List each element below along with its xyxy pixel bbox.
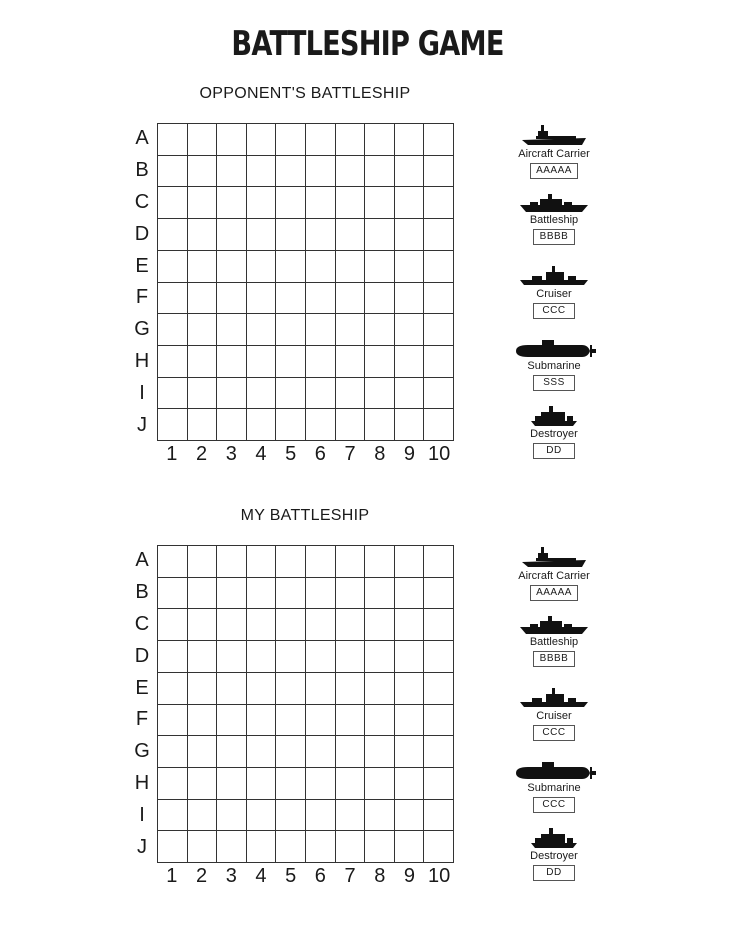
grid-cell[interactable] xyxy=(217,705,247,737)
row-label: F xyxy=(135,708,149,731)
ship-name: Cruiser xyxy=(536,288,572,300)
grid-cell[interactable] xyxy=(336,219,366,251)
grid-cell[interactable] xyxy=(336,800,366,832)
grid-cell[interactable] xyxy=(247,736,277,768)
grid-cell[interactable] xyxy=(247,378,277,410)
column-label: 6 xyxy=(314,865,326,887)
grid-cell[interactable] xyxy=(276,736,306,768)
grid-cell[interactable] xyxy=(276,705,306,737)
ship-code-box: DD xyxy=(533,443,575,459)
grid-cell[interactable] xyxy=(395,578,425,610)
grid-cell[interactable] xyxy=(424,251,454,283)
row-label: J xyxy=(137,835,147,858)
grid-cell[interactable] xyxy=(424,187,454,219)
ship-cruiser xyxy=(505,687,603,741)
grid-cell[interactable] xyxy=(336,378,366,410)
grid-cell[interactable] xyxy=(336,124,366,156)
grid-cell[interactable] xyxy=(217,314,247,346)
grid-cell[interactable] xyxy=(336,673,366,705)
grid-cell[interactable] xyxy=(217,800,247,832)
grid-cell[interactable] xyxy=(217,409,247,441)
grid-cell[interactable] xyxy=(276,578,306,610)
destroyer-icon xyxy=(505,827,603,849)
aircraft-carrier-icon xyxy=(505,123,603,147)
grid-cell[interactable] xyxy=(365,283,395,315)
grid-cell[interactable] xyxy=(424,156,454,188)
row-label: E xyxy=(135,254,149,277)
grid-cell[interactable] xyxy=(188,578,218,610)
grid-cell[interactable] xyxy=(365,546,395,578)
grid-cell[interactable] xyxy=(158,187,188,219)
ship-aircraft-carrier xyxy=(505,123,603,179)
grid-cell[interactable] xyxy=(217,768,247,800)
grid-cell[interactable] xyxy=(365,124,395,156)
grid-cell[interactable] xyxy=(158,546,188,578)
grid-cell[interactable] xyxy=(158,346,188,378)
ship-code-box: BBBB xyxy=(533,651,575,667)
column-label: 8 xyxy=(374,443,386,465)
row-label: C xyxy=(134,190,150,213)
grid-cell[interactable] xyxy=(217,831,247,863)
ship-submarine xyxy=(505,337,603,391)
ship-code-box: DD xyxy=(533,865,575,881)
submarine-icon xyxy=(505,337,603,359)
grid-cell[interactable] xyxy=(365,346,395,378)
grid-cell[interactable] xyxy=(188,283,218,315)
grid-cell[interactable] xyxy=(158,673,188,705)
grid-cell[interactable] xyxy=(395,187,425,219)
ship-code-box: CCC xyxy=(533,303,575,319)
grid-cell[interactable] xyxy=(424,314,454,346)
ship-name: Cruiser xyxy=(536,710,572,722)
grid-cell[interactable] xyxy=(276,124,306,156)
grid-cell[interactable] xyxy=(217,673,247,705)
grid-cell[interactable] xyxy=(188,378,218,410)
column-label: 9 xyxy=(403,443,416,465)
column-label: 3 xyxy=(225,443,237,465)
grid-cell[interactable] xyxy=(276,251,306,283)
grid-cell[interactable] xyxy=(395,346,425,378)
grid-cell[interactable] xyxy=(158,283,188,315)
grid-cell[interactable] xyxy=(158,251,188,283)
grid-cell[interactable] xyxy=(217,219,247,251)
row-label: D xyxy=(134,222,150,245)
grid-cell[interactable] xyxy=(247,800,277,832)
grid-cell[interactable] xyxy=(365,187,395,219)
grid-cell[interactable] xyxy=(247,673,277,705)
grid-cell[interactable] xyxy=(247,641,277,673)
grid-cell[interactable] xyxy=(217,546,247,578)
column-label: 1 xyxy=(166,443,178,465)
grid-cell[interactable] xyxy=(306,673,336,705)
board-grid xyxy=(157,123,454,441)
opponent-board xyxy=(0,85,735,485)
grid-cell[interactable] xyxy=(158,736,188,768)
grid-cell[interactable] xyxy=(365,800,395,832)
grid-cell[interactable] xyxy=(158,641,188,673)
grid-cell[interactable] xyxy=(424,609,454,641)
grid-cell[interactable] xyxy=(306,768,336,800)
grid-cell[interactable] xyxy=(365,705,395,737)
cruiser-icon xyxy=(505,265,603,287)
row-label: I xyxy=(139,803,145,826)
column-label: 2 xyxy=(195,443,208,465)
grid-cell[interactable] xyxy=(217,346,247,378)
grid-cell[interactable] xyxy=(336,283,366,315)
ship-name: Submarine xyxy=(527,782,581,794)
row-labels xyxy=(128,123,156,441)
column-label: 5 xyxy=(285,443,297,465)
grid-cell[interactable] xyxy=(247,768,277,800)
grid-cell[interactable] xyxy=(365,219,395,251)
grid-cell[interactable] xyxy=(247,187,277,219)
column-labels xyxy=(157,865,454,891)
ship-code-box: AAAAA xyxy=(530,163,578,179)
grid-cell[interactable] xyxy=(424,673,454,705)
grid-cell[interactable] xyxy=(276,409,306,441)
grid-cell[interactable] xyxy=(247,156,277,188)
grid-cell[interactable] xyxy=(247,409,277,441)
grid-cell[interactable] xyxy=(336,409,366,441)
ship-destroyer xyxy=(505,827,603,881)
grid-cell[interactable] xyxy=(336,831,366,863)
grid-cell[interactable] xyxy=(306,609,336,641)
grid-cell[interactable] xyxy=(306,187,336,219)
grid-cell[interactable] xyxy=(188,314,218,346)
grid-cell[interactable] xyxy=(424,409,454,441)
grid-cell[interactable] xyxy=(306,314,336,346)
row-label: D xyxy=(134,644,150,667)
grid-cell[interactable] xyxy=(424,705,454,737)
ship-code-box: CCC xyxy=(533,725,575,741)
grid-cell[interactable] xyxy=(306,219,336,251)
grid-cell[interactable] xyxy=(188,705,218,737)
cruiser-icon xyxy=(505,687,603,709)
grid-cell[interactable] xyxy=(365,251,395,283)
ship-code-box: CCC xyxy=(533,797,575,813)
grid-cell[interactable] xyxy=(336,578,366,610)
grid-cell[interactable] xyxy=(306,705,336,737)
column-label: 7 xyxy=(344,443,356,465)
row-labels xyxy=(128,545,156,863)
grid-cell[interactable] xyxy=(336,546,366,578)
grid-cell[interactable] xyxy=(306,124,336,156)
grid-cell[interactable] xyxy=(395,409,425,441)
grid-cell[interactable] xyxy=(158,831,188,863)
grid-cell[interactable] xyxy=(217,736,247,768)
grid-cell[interactable] xyxy=(336,346,366,378)
ship-battleship xyxy=(505,193,603,245)
grid-cell[interactable] xyxy=(336,314,366,346)
ship-submarine xyxy=(505,759,603,813)
grid-cell[interactable] xyxy=(188,736,218,768)
page-title: BATTLESHIP GAME xyxy=(231,24,504,64)
row-label: C xyxy=(134,612,150,635)
grid-cell[interactable] xyxy=(188,800,218,832)
grid-cell[interactable] xyxy=(336,156,366,188)
grid-cell[interactable] xyxy=(158,409,188,441)
grid-cell[interactable] xyxy=(188,251,218,283)
grid-cell[interactable] xyxy=(365,156,395,188)
grid-cell[interactable] xyxy=(217,283,247,315)
grid-cell[interactable] xyxy=(395,800,425,832)
grid-cell[interactable] xyxy=(306,641,336,673)
grid-cell[interactable] xyxy=(188,346,218,378)
grid-cell[interactable] xyxy=(247,283,277,315)
grid-cell[interactable] xyxy=(336,609,366,641)
grid-cell[interactable] xyxy=(395,314,425,346)
grid-cell[interactable] xyxy=(365,378,395,410)
grid-cell[interactable] xyxy=(188,673,218,705)
grid-cell[interactable] xyxy=(306,831,336,863)
fleet-legend xyxy=(505,123,603,468)
grid-cell[interactable] xyxy=(247,314,277,346)
grid-cell[interactable] xyxy=(188,546,218,578)
grid-cell[interactable] xyxy=(276,156,306,188)
grid-cell[interactable] xyxy=(395,831,425,863)
grid-cell[interactable] xyxy=(424,346,454,378)
grid-cell[interactable] xyxy=(188,609,218,641)
grid-cell[interactable] xyxy=(424,768,454,800)
grid-cell[interactable] xyxy=(395,546,425,578)
row-label: I xyxy=(139,381,145,404)
column-label: 4 xyxy=(255,443,267,465)
grid-cell[interactable] xyxy=(306,156,336,188)
grid-cell[interactable] xyxy=(276,378,306,410)
grid-cell[interactable] xyxy=(158,705,188,737)
battleship-icon xyxy=(505,193,603,213)
grid-cell[interactable] xyxy=(276,546,306,578)
grid-cell[interactable] xyxy=(424,641,454,673)
grid-cell[interactable] xyxy=(247,219,277,251)
row-label: J xyxy=(137,413,147,436)
grid-cell[interactable] xyxy=(188,409,218,441)
grid-cell[interactable] xyxy=(276,346,306,378)
column-label: 1 xyxy=(166,865,178,887)
ship-code-box: AAAAA xyxy=(530,585,578,601)
row-label: E xyxy=(135,676,149,699)
grid-cell[interactable] xyxy=(306,546,336,578)
grid-cell[interactable] xyxy=(306,283,336,315)
grid-cell[interactable] xyxy=(158,609,188,641)
grid-cell[interactable] xyxy=(395,705,425,737)
grid-cell[interactable] xyxy=(276,609,306,641)
grid-cell[interactable] xyxy=(217,251,247,283)
ship-name: Destroyer xyxy=(530,428,578,440)
grid-cell[interactable] xyxy=(365,409,395,441)
grid-cell[interactable] xyxy=(158,156,188,188)
grid-cell[interactable] xyxy=(276,187,306,219)
grid-cell[interactable] xyxy=(276,314,306,346)
ship-code-box: SSS xyxy=(533,375,575,391)
ship-name: Aircraft Carrier xyxy=(518,148,590,160)
column-labels xyxy=(157,443,454,469)
grid-cell[interactable] xyxy=(395,251,425,283)
grid-cell[interactable] xyxy=(424,546,454,578)
ship-name: Battleship xyxy=(529,636,579,648)
ship-battleship xyxy=(505,615,603,667)
ship-name: Destroyer xyxy=(530,850,578,862)
grid-cell[interactable] xyxy=(395,768,425,800)
grid-cell[interactable] xyxy=(365,609,395,641)
ship-code-box: BBBB xyxy=(533,229,575,245)
ship-name: Submarine xyxy=(527,360,581,372)
board-grid xyxy=(157,545,454,863)
grid-cell[interactable] xyxy=(336,641,366,673)
grid-cell[interactable] xyxy=(217,609,247,641)
ship-name: Aircraft Carrier xyxy=(518,570,590,582)
grid-cell[interactable] xyxy=(276,219,306,251)
grid-cell[interactable] xyxy=(395,641,425,673)
grid-cell[interactable] xyxy=(395,609,425,641)
grid-cell[interactable] xyxy=(365,736,395,768)
grid-cell[interactable] xyxy=(158,800,188,832)
grid-cell[interactable] xyxy=(395,736,425,768)
column-label: 5 xyxy=(285,865,297,887)
grid-cell[interactable] xyxy=(306,409,336,441)
grid-cell[interactable] xyxy=(365,768,395,800)
grid-cell[interactable] xyxy=(158,314,188,346)
row-label: G xyxy=(134,318,150,341)
grid-cell[interactable] xyxy=(247,609,277,641)
column-label: 2 xyxy=(195,865,208,887)
grid-cell[interactable] xyxy=(424,800,454,832)
grid-cell[interactable] xyxy=(247,546,277,578)
board-title: OPPONENT'S BATTLESHIP xyxy=(199,85,411,102)
grid-cell[interactable] xyxy=(336,736,366,768)
column-label: 6 xyxy=(314,443,326,465)
battleship-icon xyxy=(505,615,603,635)
grid-cell[interactable] xyxy=(188,219,218,251)
grid-cell[interactable] xyxy=(217,578,247,610)
grid-cell[interactable] xyxy=(336,768,366,800)
grid-cell[interactable] xyxy=(247,705,277,737)
grid-cell[interactable] xyxy=(247,124,277,156)
grid-cell[interactable] xyxy=(217,187,247,219)
grid-cell[interactable] xyxy=(365,673,395,705)
grid-cell[interactable] xyxy=(336,705,366,737)
grid-cell[interactable] xyxy=(276,800,306,832)
grid-cell[interactable] xyxy=(158,378,188,410)
grid-cell[interactable] xyxy=(306,736,336,768)
grid-cell[interactable] xyxy=(158,219,188,251)
grid-cell[interactable] xyxy=(247,831,277,863)
grid-cell[interactable] xyxy=(158,578,188,610)
grid-cell[interactable] xyxy=(424,219,454,251)
row-label: A xyxy=(135,549,149,572)
grid-cell[interactable] xyxy=(424,578,454,610)
grid-cell[interactable] xyxy=(365,314,395,346)
grid-cell[interactable] xyxy=(395,283,425,315)
grid-cell[interactable] xyxy=(395,219,425,251)
grid-cell[interactable] xyxy=(158,768,188,800)
grid-cell[interactable] xyxy=(188,156,218,188)
grid-cell[interactable] xyxy=(217,378,247,410)
grid-cell[interactable] xyxy=(306,578,336,610)
grid-cell[interactable] xyxy=(365,831,395,863)
aircraft-carrier-icon xyxy=(505,545,603,569)
grid-cell[interactable] xyxy=(217,124,247,156)
grid-cell[interactable] xyxy=(395,673,425,705)
grid-cell[interactable] xyxy=(365,641,395,673)
ship-cruiser xyxy=(505,265,603,319)
board-title: MY BATTLESHIP xyxy=(240,507,370,524)
grid-cell[interactable] xyxy=(188,831,218,863)
column-label: 9 xyxy=(403,865,416,887)
grid-cell[interactable] xyxy=(365,578,395,610)
grid-cell[interactable] xyxy=(424,283,454,315)
destroyer-icon xyxy=(505,405,603,427)
grid-cell[interactable] xyxy=(247,251,277,283)
row-label: F xyxy=(135,286,149,309)
row-label: H xyxy=(134,771,150,794)
my-board xyxy=(0,507,735,907)
fleet-legend xyxy=(505,545,603,890)
grid-cell[interactable] xyxy=(424,831,454,863)
grid-cell[interactable] xyxy=(424,378,454,410)
column-label: 10 xyxy=(428,443,451,465)
grid-cell[interactable] xyxy=(306,800,336,832)
column-label: 3 xyxy=(225,865,237,887)
grid-cell[interactable] xyxy=(306,251,336,283)
column-label: 7 xyxy=(344,865,356,887)
row-label: B xyxy=(135,159,149,182)
grid-cell[interactable] xyxy=(158,124,188,156)
grid-cell[interactable] xyxy=(188,124,218,156)
row-label: B xyxy=(135,581,149,604)
ship-aircraft-carrier xyxy=(505,545,603,601)
grid-cell[interactable] xyxy=(306,378,336,410)
grid-cell[interactable] xyxy=(395,378,425,410)
grid-cell[interactable] xyxy=(336,187,366,219)
grid-cell[interactable] xyxy=(276,673,306,705)
column-label: 10 xyxy=(428,865,451,887)
row-label: G xyxy=(134,740,150,763)
grid-cell[interactable] xyxy=(188,187,218,219)
column-label: 8 xyxy=(374,865,386,887)
grid-cell[interactable] xyxy=(424,124,454,156)
grid-cell[interactable] xyxy=(247,578,277,610)
row-label: H xyxy=(134,349,150,372)
ship-name: Battleship xyxy=(529,214,579,226)
column-label: 4 xyxy=(255,865,267,887)
ship-destroyer xyxy=(505,405,603,459)
grid-cell[interactable] xyxy=(395,124,425,156)
grid-cell[interactable] xyxy=(276,641,306,673)
grid-cell[interactable] xyxy=(276,768,306,800)
grid-cell[interactable] xyxy=(306,346,336,378)
grid-cell[interactable] xyxy=(276,831,306,863)
row-label: A xyxy=(135,127,149,150)
grid-cell[interactable] xyxy=(247,346,277,378)
submarine-icon xyxy=(505,759,603,781)
grid-cell[interactable] xyxy=(276,283,306,315)
grid-cell[interactable] xyxy=(424,736,454,768)
grid-cell[interactable] xyxy=(395,156,425,188)
grid-cell[interactable] xyxy=(336,251,366,283)
grid-cell[interactable] xyxy=(217,641,247,673)
grid-cell[interactable] xyxy=(217,156,247,188)
grid-cell[interactable] xyxy=(188,641,218,673)
grid-cell[interactable] xyxy=(188,768,218,800)
